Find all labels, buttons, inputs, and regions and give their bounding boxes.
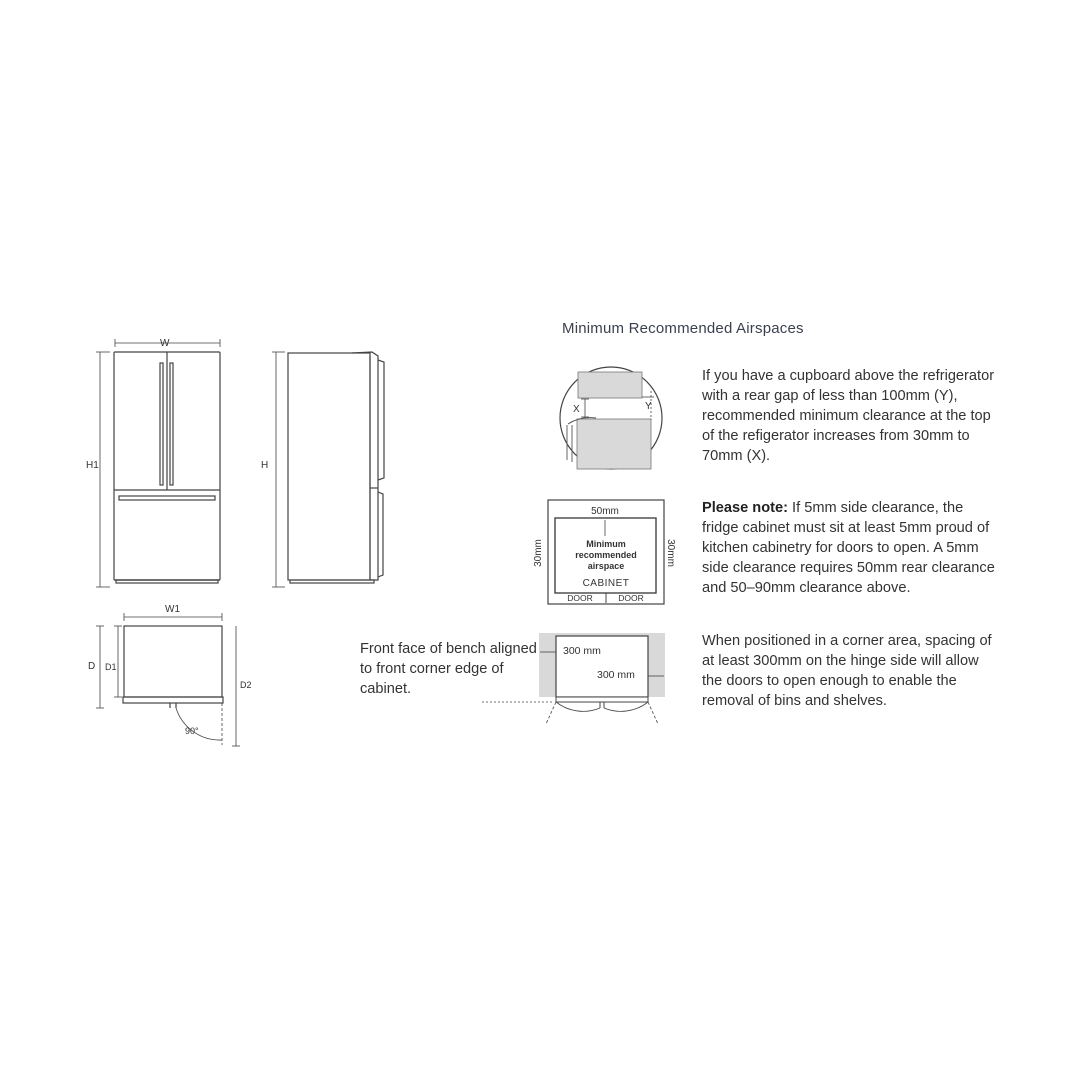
airspace-door-left: DOOR: [567, 593, 593, 603]
note-paragraph: [702, 498, 1002, 598]
corner-side-label: 300 mm: [597, 669, 635, 681]
airspace-door-right: DOOR: [618, 593, 644, 603]
detail-label-x: X: [573, 404, 580, 415]
dim-label-w: W: [160, 338, 170, 349]
front-view-fridge: [96, 339, 220, 587]
airspace-cabinet-label: CABINET: [582, 578, 630, 589]
dim-label-w1: W1: [165, 604, 180, 615]
airspace-right-label: 30mm: [665, 539, 676, 567]
dim-label-angle: 90°: [185, 726, 199, 736]
cupboard-detail: [560, 367, 662, 469]
detail-label-y: Y: [645, 401, 652, 412]
bench-note: Front face of bench aligned to front corner edge of cabinet.: [360, 641, 537, 697]
dim-label-h1: H1: [86, 460, 99, 471]
side-view-fridge: [272, 352, 384, 587]
airspace-center-line1: Minimum: [586, 539, 626, 549]
dim-label-h: H: [261, 460, 269, 471]
airspace-center-line2: recommended: [575, 550, 637, 560]
airspace-top-label: 50mm: [591, 506, 619, 517]
corner-paragraph: When positioned in a corner area, spacing of at least 300mm on the hinge side will allow the doors to open enough to enable the removal of bins and shelves.: [702, 633, 992, 709]
cupboard-paragraph: If you have a cupboard above the refrigerator with a rear gap of less than 100mm (Y), recommended minimum clearance at the top of the refigerator increases from 30mm to 70mm (X).: [702, 368, 995, 464]
section-heading: Minimum Recommended Airspaces: [562, 320, 804, 337]
dim-label-d: D: [88, 661, 96, 672]
airspace-center-line3: airspace: [587, 561, 625, 571]
plan-view-fridge: [96, 613, 240, 746]
note-label: Please note:: [702, 500, 788, 516]
dim-label-d2: D2: [240, 680, 252, 690]
corner-top-label: 300 mm: [563, 645, 601, 657]
note-text: If 5mm side clearance, the fridge cabinet must sit at least 5mm proud of kitchen cabinetry for doors to open. A 5mm side clearance requires 50mm rear clearance and 50–90mm clearance above.: [702, 500, 995, 596]
dim-label-d1: D1: [105, 662, 117, 672]
airspace-left-label: 30mm: [533, 539, 544, 567]
